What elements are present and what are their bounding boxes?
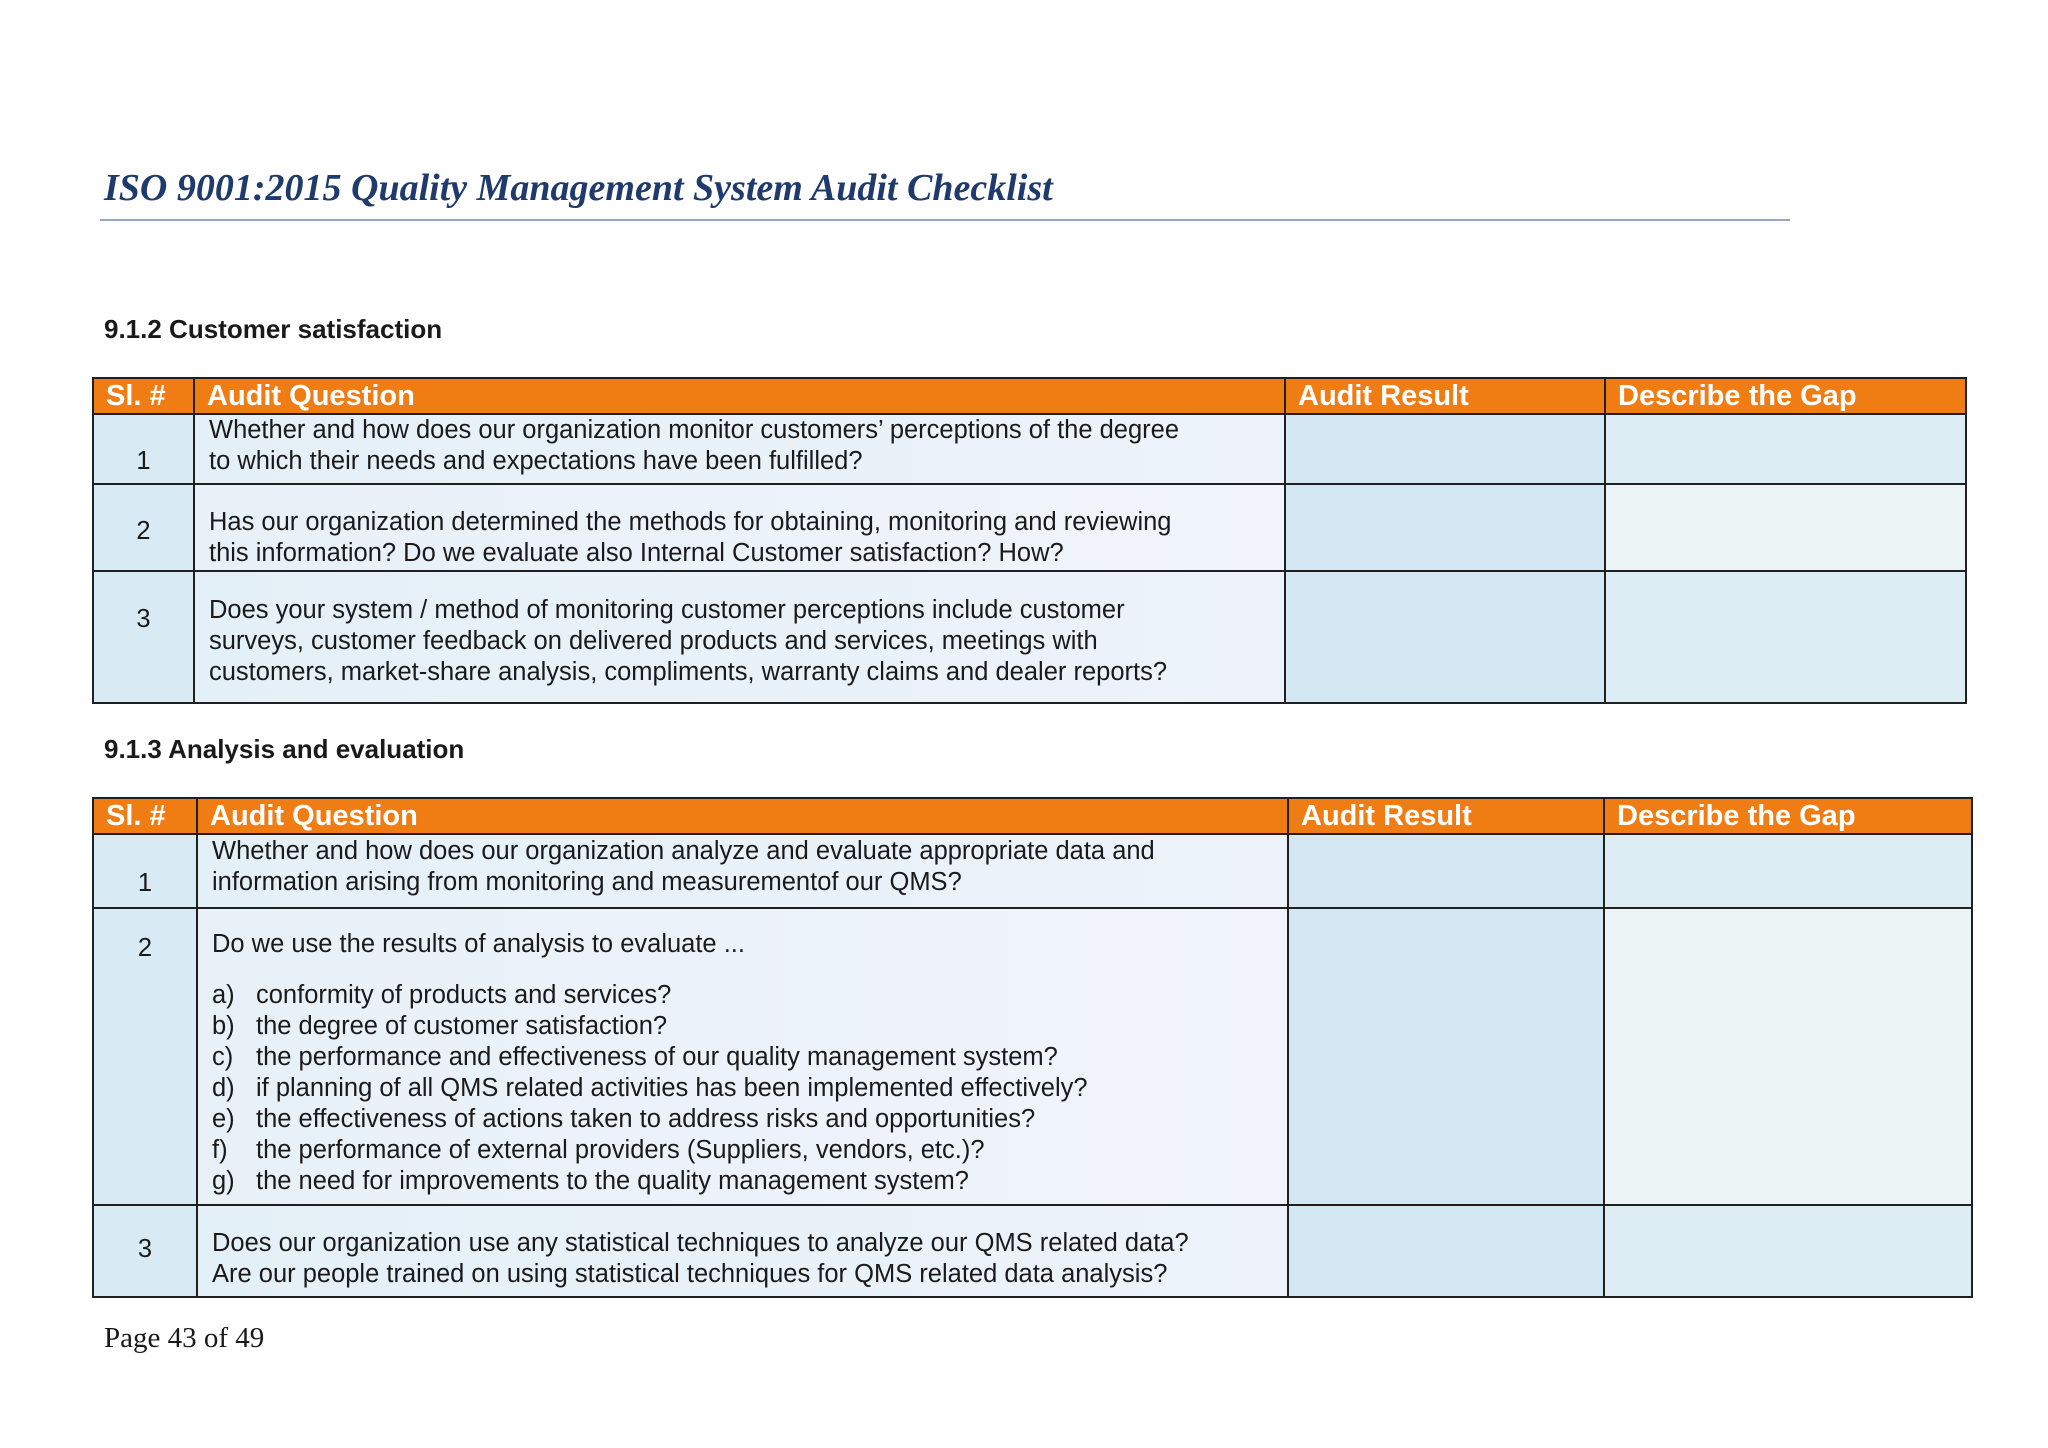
table-row	[93, 484, 1966, 571]
list-item: b) the degree of customer satisfaction?	[212, 1012, 668, 1040]
analysis-evaluation-table	[92, 797, 1973, 1298]
question-line: this information? Do we evaluate also Internal Customer satisfaction? How?	[209, 539, 1064, 567]
audit-result-cell[interactable]	[1288, 908, 1604, 1205]
question-line: to which their needs and expectations have been fulfilled?	[209, 447, 863, 475]
header-sl: Sl. #	[93, 378, 194, 414]
table-row	[93, 1205, 1972, 1297]
list-item: g) the need for improvements to the quality management system?	[212, 1167, 969, 1195]
list-item: e) the effectiveness of actions taken to address risks and opportunities?	[212, 1105, 1036, 1133]
list-item: d) if planning of all QMS related activities has been implemented effectively?	[212, 1074, 1088, 1102]
section-heading-analysis-evaluation: 9.1.3 Analysis and evaluation	[104, 734, 465, 764]
row-number: 2	[93, 484, 194, 571]
audit-question	[194, 414, 1285, 484]
table-row	[93, 908, 1972, 1205]
list-item: a) conformity of products and services?	[212, 981, 672, 1009]
question-sublist	[212, 980, 1273, 1197]
question-line: information arising from monitoring and measurementof our QMS?	[212, 868, 962, 896]
question-line: Are our people trained on using statistical techniques for QMS related data analysis?	[212, 1260, 1168, 1288]
list-item: c) the performance and effectiveness of our quality management system?	[212, 1043, 1058, 1071]
customer-satisfaction-table	[92, 377, 1967, 704]
question-line: customers, market-share analysis, compliments, warranty claims and dealer reports?	[209, 658, 1168, 686]
describe-gap-cell[interactable]	[1604, 1205, 1972, 1297]
audit-question	[197, 834, 1288, 908]
header-audit-question: Audit Question	[194, 378, 1285, 414]
question-intro: Do we use the results of analysis to evaluate ...	[212, 930, 745, 958]
header-describe-gap: Describe the Gap	[1605, 378, 1966, 414]
row-number: 2	[93, 908, 197, 1205]
question-line: Has our organization determined the methods for obtaining, monitoring and reviewing	[209, 508, 1172, 536]
header-audit-result: Audit Result	[1285, 378, 1605, 414]
describe-gap-cell[interactable]	[1604, 834, 1972, 908]
header-audit-question: Audit Question	[197, 798, 1288, 834]
table-row	[93, 571, 1966, 703]
row-number: 1	[93, 414, 194, 484]
audit-result-cell[interactable]	[1285, 414, 1605, 484]
audit-question	[197, 1205, 1288, 1297]
audit-question	[194, 571, 1285, 703]
section-heading-customer-satisfaction: 9.1.2 Customer satisfaction	[104, 314, 443, 344]
header-sl: Sl. #	[93, 798, 197, 834]
audit-result-cell[interactable]	[1288, 1205, 1604, 1297]
row-number: 3	[93, 571, 194, 703]
question-line: Does our organization use any statistical techniques to analyze our QMS related data?	[212, 1229, 1189, 1257]
page-number: Page 43 of 49	[104, 1322, 265, 1354]
list-item: f) the performance of external providers (Suppliers, vendors, etc.)?	[212, 1136, 985, 1164]
table-header-row	[93, 378, 1966, 414]
describe-gap-cell[interactable]	[1604, 908, 1972, 1205]
audit-result-cell[interactable]	[1285, 484, 1605, 571]
table-row	[93, 834, 1972, 908]
question-line: Whether and how does our organization monitor customers’ perceptions of the degree	[209, 416, 1180, 444]
question-line: surveys, customer feedback on delivered products and services, meetings with	[209, 627, 1098, 655]
table-row	[93, 414, 1966, 484]
describe-gap-cell[interactable]	[1605, 571, 1966, 703]
document-title: ISO 9001:2015 Quality Management System Audit Checklist	[104, 167, 1053, 209]
audit-question	[194, 484, 1285, 571]
table-header-row	[93, 798, 1972, 834]
header-audit-result: Audit Result	[1288, 798, 1604, 834]
describe-gap-cell[interactable]	[1605, 414, 1966, 484]
question-line: Does your system / method of monitoring customer perceptions include customer	[209, 596, 1125, 624]
row-number: 3	[93, 1205, 197, 1297]
row-number: 1	[93, 834, 197, 908]
describe-gap-cell[interactable]	[1605, 484, 1966, 571]
header-describe-gap: Describe the Gap	[1604, 798, 1972, 834]
audit-question	[197, 908, 1288, 1205]
audit-result-cell[interactable]	[1285, 571, 1605, 703]
question-line: Whether and how does our organization analyze and evaluate appropriate data and	[212, 837, 1155, 865]
audit-result-cell[interactable]	[1288, 834, 1604, 908]
title-divider	[100, 219, 1790, 221]
